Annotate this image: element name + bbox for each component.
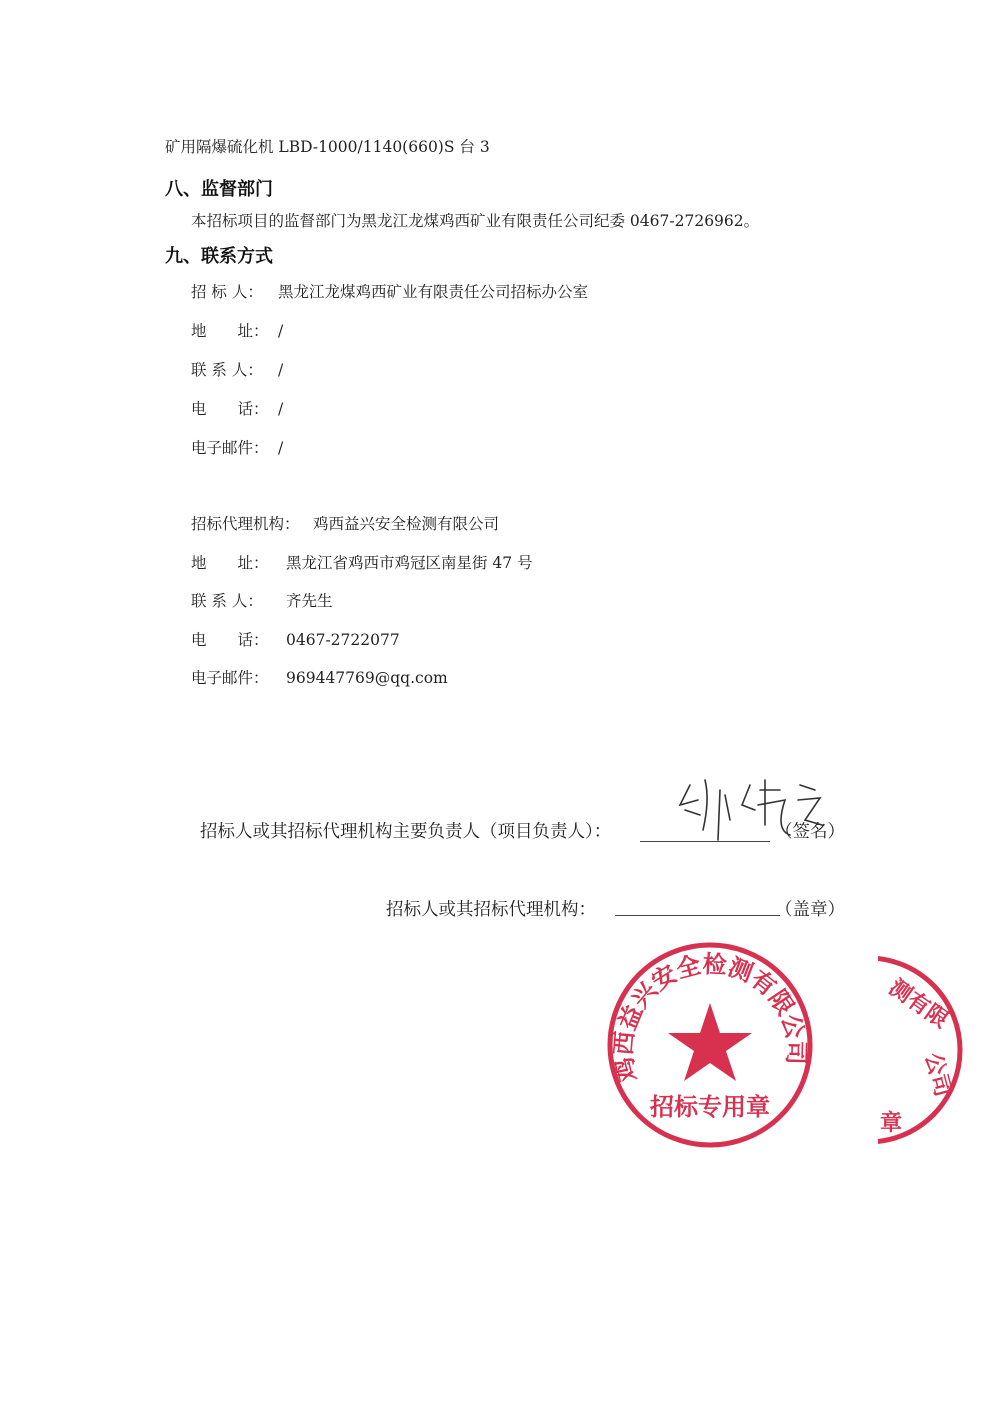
- contact-label: 地 址：: [191, 553, 269, 572]
- responsible-label: 招标人或其招标代理机构主要负责人（项目负责人）：: [200, 822, 612, 842]
- svg-text:招标专用章: 招标专用章: [650, 1093, 770, 1121]
- contact-label: 电 话：: [191, 630, 269, 649]
- contact-value: /: [278, 400, 284, 418]
- tenderer-contact-row: [191, 321, 283, 341]
- agency-contact-row: [191, 630, 400, 650]
- contact-label: 电子邮件：: [191, 439, 269, 457]
- seal-line: [615, 915, 780, 916]
- contact-value: 0467-2722077: [286, 630, 400, 649]
- svg-text:公司: 公司: [919, 1050, 957, 1100]
- contact-label: 电子邮件：: [191, 669, 269, 687]
- contact-value: /: [278, 361, 284, 379]
- svg-text:鸡西益兴安全检测有限公司: 鸡西益兴安全检测有限公司: [609, 950, 811, 1085]
- contact-label: 招 标 人：: [191, 283, 263, 301]
- tenderer-contact-row: [191, 399, 283, 419]
- contact-value: 黑龙江省鸡西市鸡冠区南星街 47 号: [286, 553, 533, 572]
- agency-contact-row: [191, 553, 533, 573]
- partial-seal: [878, 950, 1000, 1150]
- agency-contact-row: [191, 591, 333, 611]
- tenderer-contact-row: [191, 360, 283, 380]
- contact-label: 联 系 人：: [191, 361, 263, 379]
- seal-suffix: （盖章）: [775, 900, 845, 920]
- contact-value: /: [278, 322, 284, 340]
- tenderer-contact-row: [191, 282, 588, 302]
- contact-value: 969447769@qq.com: [286, 669, 448, 687]
- handwritten-signature: [670, 770, 830, 850]
- svg-text:测有限: 测有限: [884, 974, 954, 1034]
- contact-value: 鸡西益兴安全检测有限公司: [313, 515, 500, 533]
- contact-value: /: [278, 439, 284, 457]
- svg-text:章: 章: [880, 1110, 903, 1136]
- section-8-text: 本招标项目的监督部门为黑龙江龙煤鸡西矿业有限责任公司纪委 0467-2726962。: [191, 212, 760, 230]
- sign-suffix: （签名）: [775, 822, 845, 842]
- equipment-line: 矿用隔爆硫化机 LBD-1000/1140(660)S 台 3: [165, 138, 490, 156]
- section-9-heading: 九、联系方式: [165, 246, 273, 267]
- contact-label: 联 系 人：: [191, 592, 263, 610]
- company-seal: [600, 935, 820, 1155]
- contact-value: 黑龙江龙煤鸡西矿业有限责任公司招标办公室: [278, 283, 589, 301]
- tenderer-contact-row: [191, 438, 283, 458]
- contact-value: 齐先生: [286, 592, 333, 610]
- agency-contact-row: [191, 514, 499, 534]
- contact-label: 地 址：: [191, 322, 269, 340]
- agency-contact-row: [191, 668, 448, 688]
- contact-label: 招标代理机构：: [191, 515, 300, 533]
- section-8-heading: 八、监督部门: [165, 179, 273, 200]
- agency-seal-label: 招标人或其招标代理机构：: [386, 900, 596, 920]
- contact-label: 电 话：: [191, 400, 269, 418]
